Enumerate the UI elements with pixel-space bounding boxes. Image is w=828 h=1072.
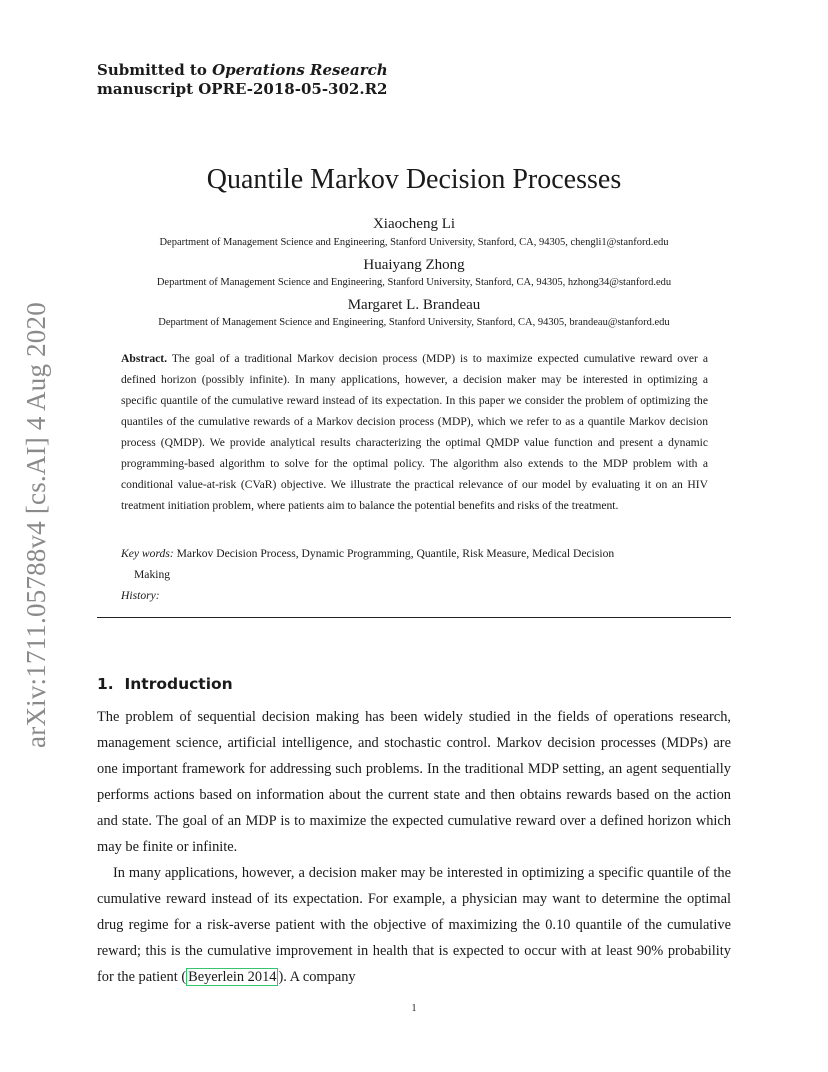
paper-title: Quantile Markov Decision Processes [206, 164, 622, 195]
abstract-text: The goal of a traditional Markov decision process (MDP) is to maximize expected cumulative reward over a defined horizon (possibly infinite). In many applications, however, a decision maker may be interested in optimizing a specific quantile of the cumulative reward instead of its expectation. In this paper we consider the problem of optimizing the quantiles of the cumulative rewards of a Markov decision process (MDP), which we refer to as a quantile Markov decision process (QMDP). We provide analytical results characterizing the optimal QMDP value function and present a dynamic programming-based algorithm to solve for the optimal policy. The algorithm also extends to the MDP problem with a conditional value-at-risk (CVaR) objective. We illustrate the practical relevance of our model by evaluating it on an HIV treatment initiation problem, where patients aim to balance the potential benefits and risks of the treatment. [121, 352, 708, 512]
keywords-label: Key words [121, 547, 170, 560]
history: History: [121, 589, 160, 602]
abstract [121, 348, 708, 516]
page-number: 1 [411, 1003, 417, 1014]
paragraph-1: The problem of sequential decision making has been widely studied in the fields of operations research, management science, artificial intelligence, and stochastic control. Markov decision processes (MDPs) are one important framework for addressing such problems. In the traditional MDP setting, an agent sequentially performs actions based on information about the current state and then obtains rewards based on the action and state. The goal of an MDP is to maximize the expected cumulative reward over a defined horizon which may be finite or infinite. [97, 709, 731, 855]
author-name: Xiaocheng Li [372, 216, 456, 232]
citation-link[interactable] [186, 968, 278, 986]
author-affiliation: Department of Management Science and Engineering, Stanford University, Stanford, CA, 94305, brandeau@stanford.edu [158, 317, 670, 328]
author-affiliation: Department of Management Science and Engineering, Stanford University, Stanford, CA, 94305, chengli1@stanford.edu [159, 237, 669, 248]
journal-name: Operations Research [212, 61, 388, 79]
manuscript-id: manuscript OPRE-2018-05-302.R2 [97, 80, 388, 98]
abstract-label: Abstract. [121, 352, 168, 365]
keywords-text: Markov Decision Process, Dynamic Programming, Quantile, Risk Measure, Medical Decision [176, 547, 615, 560]
submitted-prefix: Submitted to [97, 61, 213, 79]
citation-author: Beyerlein [188, 969, 245, 985]
submission-header [97, 61, 388, 99]
author-name: Huaiyang Zhong [363, 257, 465, 273]
keywords: Key words: Markov Decision Process, Dynamic Programming, Quantile, Risk Measure, Medical Decision Making [121, 543, 708, 585]
author-affiliation: Department of Management Science and Engineering, Stanford University, Stanford, CA, 94305, hzhong34@stanford.edu [156, 277, 672, 288]
section-heading [97, 674, 233, 694]
paragraph-2-text: In many applications, however, a decision maker may be interested in optimizing a specific quantile of the cumulative reward instead of its expectation. For example, a physician may want to determine the optimal drug regime for a risk-averse patient with the objective of maximizing the 0.10 quantile of the cumulative reward; this is the cumulative improvement in health that is expected to occur with at least 90% probability for the patient ( [97, 865, 731, 985]
citation-year: 2014 [247, 969, 277, 985]
author-name: Margaret L. Brandeau [347, 297, 481, 313]
paragraph-2 [97, 860, 731, 990]
history-label: History [121, 589, 156, 602]
keywords-continuation: Making [134, 568, 171, 581]
separator-rule [97, 617, 731, 618]
paragraph-2-tail: ). A company [278, 969, 356, 985]
section-number: 1. [97, 675, 114, 693]
section-title: Introduction [124, 675, 233, 693]
arxiv-stamp[interactable]: arXiv:1711.05788v4 [cs.AI] 4 Aug 2020 [21, 302, 51, 748]
